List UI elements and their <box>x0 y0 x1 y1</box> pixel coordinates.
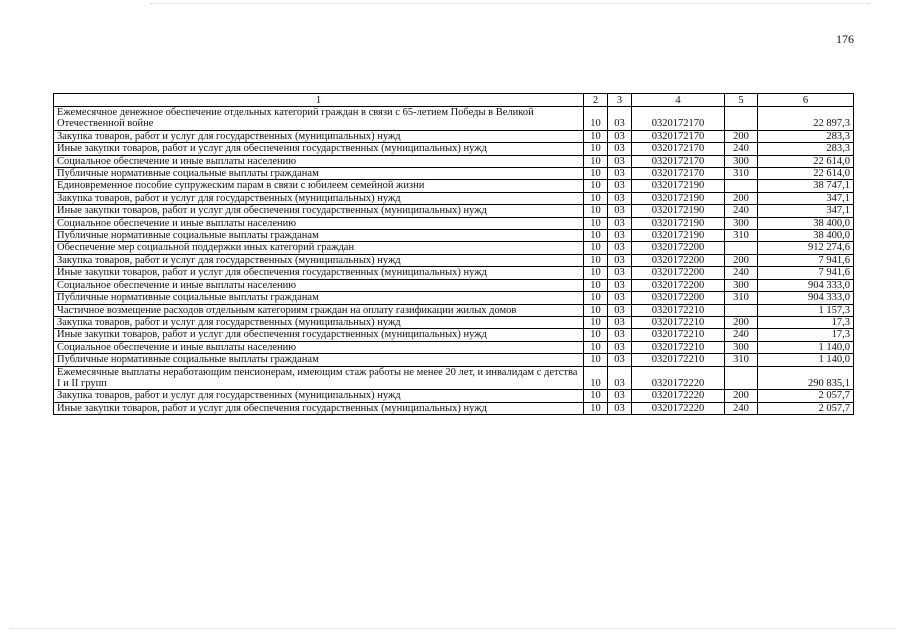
table-row <box>54 192 854 204</box>
table-row <box>54 168 854 180</box>
cell-section: 10 <box>584 354 608 366</box>
budget-table <box>53 93 854 415</box>
cell-subsection: 03 <box>608 341 632 353</box>
cell-amount: 283,3 <box>758 143 854 155</box>
cell-section: 10 <box>584 279 608 291</box>
cell-target-code: 0320172220 <box>632 390 725 402</box>
header-col-4: 4 <box>632 94 725 107</box>
cell-description: Социальное обеспечение и иные выплаты населению <box>54 341 584 353</box>
cell-section: 10 <box>584 316 608 328</box>
cell-target-code: 0320172200 <box>632 279 725 291</box>
cell-subsection: 03 <box>608 390 632 402</box>
scan-artifact-top <box>150 3 870 6</box>
table-row <box>54 366 854 390</box>
cell-amount: 347,1 <box>758 192 854 204</box>
cell-amount: 2 057,7 <box>758 390 854 402</box>
cell-section: 10 <box>584 205 608 217</box>
cell-target-code: 0320172190 <box>632 180 725 192</box>
cell-target-code: 0320172190 <box>632 205 725 217</box>
cell-subsection: 03 <box>608 254 632 266</box>
table-row <box>54 180 854 192</box>
header-row <box>54 94 854 107</box>
cell-amount: 17,3 <box>758 329 854 341</box>
table-row <box>54 329 854 341</box>
table-row <box>54 107 854 131</box>
cell-subsection: 03 <box>608 279 632 291</box>
table-row <box>54 390 854 402</box>
cell-expense-type: 240 <box>725 267 758 279</box>
cell-subsection: 03 <box>608 143 632 155</box>
cell-amount: 22 614,0 <box>758 155 854 167</box>
table-row <box>54 242 854 254</box>
cell-subsection: 03 <box>608 168 632 180</box>
cell-section: 10 <box>584 341 608 353</box>
cell-target-code: 0320172190 <box>632 217 725 229</box>
cell-amount: 912 274,6 <box>758 242 854 254</box>
cell-target-code: 0320172190 <box>632 192 725 204</box>
header-col-5: 5 <box>725 94 758 107</box>
cell-expense-type: 300 <box>725 155 758 167</box>
cell-amount: 1 140,0 <box>758 354 854 366</box>
cell-subsection: 03 <box>608 267 632 279</box>
table-row <box>54 402 854 414</box>
cell-target-code: 0320172210 <box>632 341 725 353</box>
cell-amount: 290 835,1 <box>758 366 854 390</box>
cell-description: Закупка товаров, работ и услуг для государственных (муниципальных) нужд <box>54 254 584 266</box>
table-row <box>54 292 854 304</box>
cell-section: 10 <box>584 107 608 131</box>
header-col-3: 3 <box>608 94 632 107</box>
cell-amount: 1 140,0 <box>758 341 854 353</box>
cell-target-code: 0320172170 <box>632 155 725 167</box>
cell-expense-type: 300 <box>725 341 758 353</box>
cell-subsection: 03 <box>608 130 632 142</box>
cell-description: Закупка товаров, работ и услуг для государственных (муниципальных) нужд <box>54 316 584 328</box>
cell-subsection: 03 <box>608 402 632 414</box>
cell-expense-type: 300 <box>725 217 758 229</box>
table-row <box>54 354 854 366</box>
cell-description: Публичные нормативные социальные выплаты гражданам <box>54 292 584 304</box>
cell-description: Обеспечение мер социальной поддержки иных категорий граждан <box>54 242 584 254</box>
cell-section: 10 <box>584 230 608 242</box>
cell-description: Публичные нормативные социальные выплаты гражданам <box>54 230 584 242</box>
cell-section: 10 <box>584 180 608 192</box>
cell-expense-type: 200 <box>725 130 758 142</box>
cell-expense-type: 300 <box>725 279 758 291</box>
scan-artifact-bottom <box>10 628 895 631</box>
cell-section: 10 <box>584 292 608 304</box>
table-row <box>54 230 854 242</box>
cell-amount: 904 333,0 <box>758 292 854 304</box>
cell-expense-type: 200 <box>725 390 758 402</box>
cell-expense-type: 240 <box>725 329 758 341</box>
cell-amount: 1 157,3 <box>758 304 854 316</box>
cell-subsection: 03 <box>608 107 632 131</box>
cell-expense-type: 310 <box>725 168 758 180</box>
table-row <box>54 304 854 316</box>
cell-target-code: 0320172200 <box>632 254 725 266</box>
header-col-1: 1 <box>54 94 584 107</box>
cell-section: 10 <box>584 366 608 390</box>
cell-target-code: 0320172200 <box>632 267 725 279</box>
cell-subsection: 03 <box>608 217 632 229</box>
page-number: 176 <box>836 32 854 46</box>
cell-expense-type: 310 <box>725 354 758 366</box>
cell-description: Ежемесячное денежное обеспечение отдельных категорий граждан в связи с 65-летием Победы в Великой Отечественной войне <box>54 107 584 131</box>
cell-target-code: 0320172170 <box>632 130 725 142</box>
cell-description: Социальное обеспечение и иные выплаты населению <box>54 217 584 229</box>
cell-description: Иные закупки товаров, работ и услуг для обеспечения государственных (муниципальных) нужд <box>54 402 584 414</box>
cell-amount: 38 400,0 <box>758 230 854 242</box>
cell-section: 10 <box>584 217 608 229</box>
cell-amount: 38 747,1 <box>758 180 854 192</box>
cell-description: Закупка товаров, работ и услуг для государственных (муниципальных) нужд <box>54 130 584 142</box>
table-row <box>54 267 854 279</box>
cell-target-code: 0320172190 <box>632 230 725 242</box>
cell-section: 10 <box>584 390 608 402</box>
cell-section: 10 <box>584 267 608 279</box>
cell-amount: 347,1 <box>758 205 854 217</box>
cell-amount: 22 897,3 <box>758 107 854 131</box>
table-row <box>54 205 854 217</box>
cell-subsection: 03 <box>608 242 632 254</box>
cell-subsection: 03 <box>608 292 632 304</box>
cell-section: 10 <box>584 254 608 266</box>
cell-expense-type <box>725 180 758 192</box>
cell-subsection: 03 <box>608 366 632 390</box>
cell-subsection: 03 <box>608 192 632 204</box>
cell-target-code: 0320172170 <box>632 168 725 180</box>
cell-section: 10 <box>584 192 608 204</box>
cell-description: Иные закупки товаров, работ и услуг для обеспечения государственных (муниципальных) нужд <box>54 143 584 155</box>
cell-expense-type: 240 <box>725 143 758 155</box>
cell-subsection: 03 <box>608 180 632 192</box>
cell-expense-type: 310 <box>725 292 758 304</box>
cell-expense-type: 310 <box>725 230 758 242</box>
cell-expense-type <box>725 242 758 254</box>
cell-target-code: 0320172170 <box>632 107 725 131</box>
cell-amount: 283,3 <box>758 130 854 142</box>
header-col-2: 2 <box>584 94 608 107</box>
cell-description: Закупка товаров, работ и услуг для государственных (муниципальных) нужд <box>54 390 584 402</box>
cell-description: Социальное обеспечение и иные выплаты населению <box>54 155 584 167</box>
table-row <box>54 217 854 229</box>
cell-description: Социальное обеспечение и иные выплаты населению <box>54 279 584 291</box>
cell-expense-type: 200 <box>725 192 758 204</box>
table-row <box>54 254 854 266</box>
cell-subsection: 03 <box>608 304 632 316</box>
table-row <box>54 155 854 167</box>
cell-subsection: 03 <box>608 205 632 217</box>
cell-target-code: 0320172210 <box>632 316 725 328</box>
cell-description: Иные закупки товаров, работ и услуг для обеспечения государственных (муниципальных) нужд <box>54 205 584 217</box>
cell-section: 10 <box>584 329 608 341</box>
cell-target-code: 0320172210 <box>632 354 725 366</box>
cell-amount: 7 941,6 <box>758 267 854 279</box>
cell-subsection: 03 <box>608 155 632 167</box>
cell-subsection: 03 <box>608 329 632 341</box>
cell-section: 10 <box>584 304 608 316</box>
cell-section: 10 <box>584 402 608 414</box>
cell-expense-type <box>725 304 758 316</box>
cell-description: Ежемесячные выплаты неработающим пенсионерам, имеющим стаж работы не менее 20 лет, и инвалидам с детства I и II групп <box>54 366 584 390</box>
cell-target-code: 0320172220 <box>632 402 725 414</box>
cell-target-code: 0320172210 <box>632 304 725 316</box>
table-body <box>54 107 854 415</box>
cell-description: Публичные нормативные социальные выплаты гражданам <box>54 354 584 366</box>
cell-amount: 2 057,7 <box>758 402 854 414</box>
cell-expense-type <box>725 107 758 131</box>
cell-amount: 904 333,0 <box>758 279 854 291</box>
cell-subsection: 03 <box>608 230 632 242</box>
table-row <box>54 279 854 291</box>
cell-section: 10 <box>584 143 608 155</box>
cell-expense-type: 240 <box>725 402 758 414</box>
cell-target-code: 0320172170 <box>632 143 725 155</box>
cell-description: Частичное возмещение расходов отдельным категориям граждан на оплату газификации жилых домов <box>54 304 584 316</box>
cell-subsection: 03 <box>608 316 632 328</box>
cell-amount: 7 941,6 <box>758 254 854 266</box>
cell-subsection: 03 <box>608 354 632 366</box>
cell-target-code: 0320172200 <box>632 292 725 304</box>
cell-expense-type: 200 <box>725 316 758 328</box>
cell-amount: 17,3 <box>758 316 854 328</box>
cell-description: Единовременное пособие супружеским парам в связи с юбилеем семейной жизни <box>54 180 584 192</box>
cell-expense-type: 200 <box>725 254 758 266</box>
cell-description: Публичные нормативные социальные выплаты гражданам <box>54 168 584 180</box>
table-row <box>54 316 854 328</box>
cell-section: 10 <box>584 130 608 142</box>
table-row <box>54 143 854 155</box>
cell-section: 10 <box>584 155 608 167</box>
cell-description: Закупка товаров, работ и услуг для государственных (муниципальных) нужд <box>54 192 584 204</box>
cell-amount: 22 614,0 <box>758 168 854 180</box>
cell-amount: 38 400,0 <box>758 217 854 229</box>
cell-target-code: 0320172200 <box>632 242 725 254</box>
cell-expense-type <box>725 366 758 390</box>
cell-expense-type: 240 <box>725 205 758 217</box>
cell-description: Иные закупки товаров, работ и услуг для обеспечения государственных (муниципальных) нужд <box>54 329 584 341</box>
cell-section: 10 <box>584 168 608 180</box>
cell-description: Иные закупки товаров, работ и услуг для обеспечения государственных (муниципальных) нужд <box>54 267 584 279</box>
cell-section: 10 <box>584 242 608 254</box>
header-col-6: 6 <box>758 94 854 107</box>
cell-target-code: 0320172210 <box>632 329 725 341</box>
table-row <box>54 130 854 142</box>
table-row <box>54 341 854 353</box>
cell-target-code: 0320172220 <box>632 366 725 390</box>
